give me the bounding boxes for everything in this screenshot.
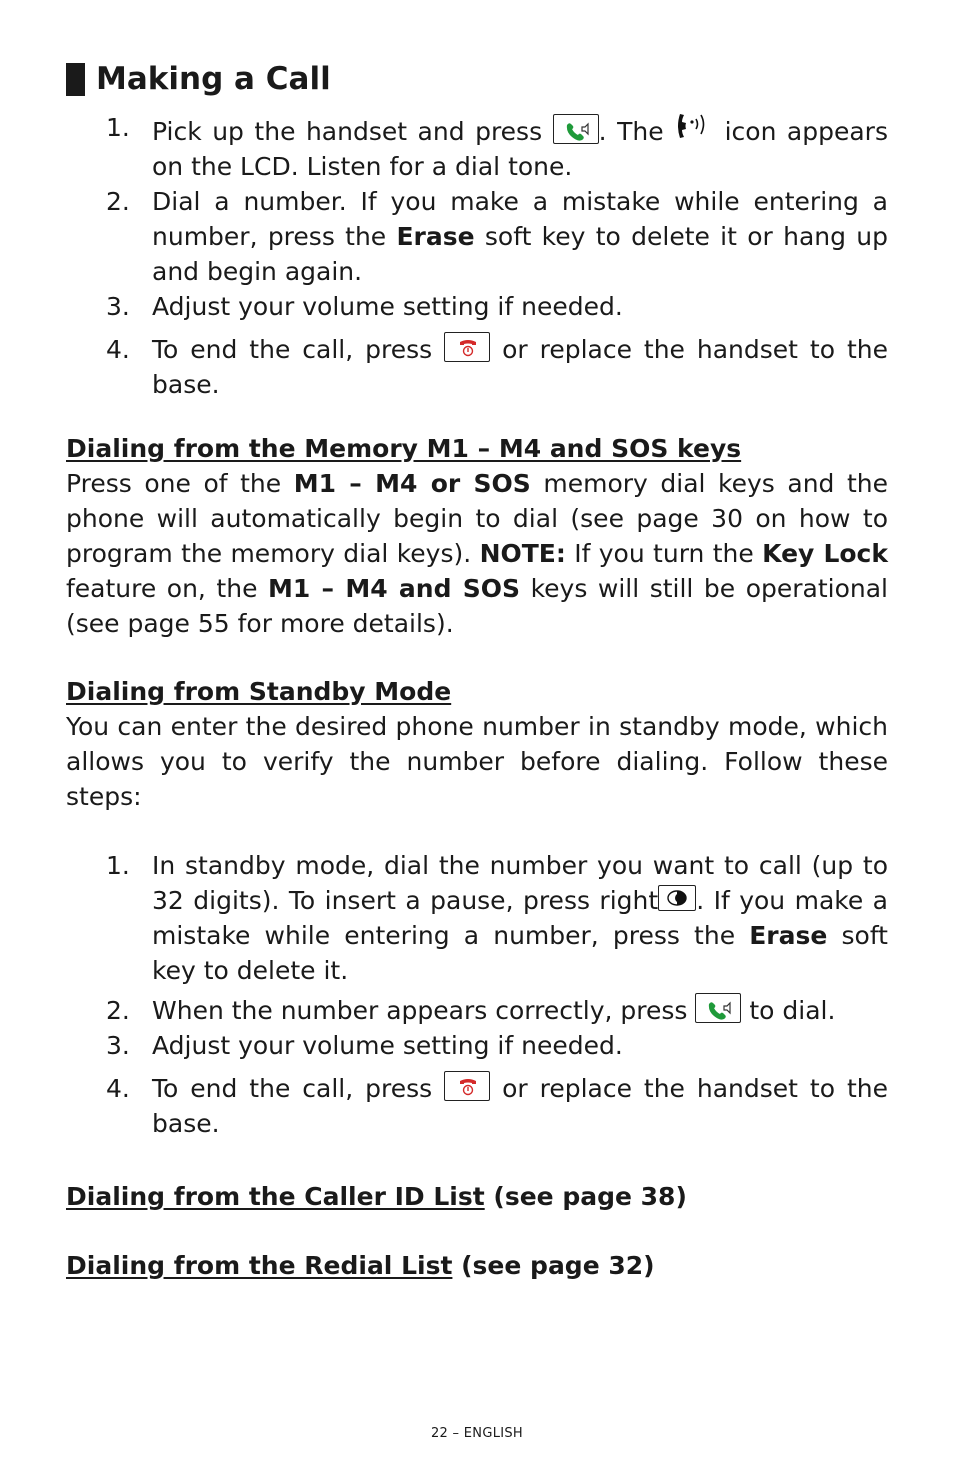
talk-key-icon (695, 993, 741, 1023)
standby-section (66, 674, 888, 814)
section-title (66, 58, 331, 100)
end-key-icon (444, 332, 490, 362)
memory-heading: Dialing from the Memory M1 – M4 and SOS keys (66, 434, 742, 463)
list-item: 2. When the number appears correctly, press to dial. (106, 993, 888, 1028)
page-footer: 22 – ENGLISH (430, 1426, 524, 1441)
nav-right-key-icon (658, 885, 696, 911)
list-item: 1. Pick up the handset and press . The icon appears on the LCD. Listen for a dial tone. (106, 110, 888, 184)
making-call-steps (106, 110, 888, 402)
title-marker-block (66, 63, 85, 96)
end-key-icon (444, 1071, 490, 1101)
list-item: 3. Adjust your volume setting if needed. (106, 292, 623, 321)
standby-intro: You can enter the desired phone number in standby mode, which allows you to verify the number before dialing. Follow these steps: (66, 712, 888, 811)
redial-heading: Dialing from the Redial List (66, 1251, 453, 1280)
list-item: 4. To end the call, press or replace the handset to the base. (106, 1071, 888, 1141)
list-item: 4. To end the call, press or replace the handset to the base. (106, 332, 888, 402)
standby-steps (106, 848, 888, 1141)
callerid-heading: Dialing from the Caller ID List (66, 1182, 485, 1211)
phone-off-hook-icon (674, 110, 714, 144)
list-item: 1. In standby mode, dial the number you want to call (up to 32 digits). To insert a pause, press right . If you make a mistake while entering a number, press the Erase soft key to delete it. (106, 851, 888, 985)
callerid-section (66, 1179, 888, 1214)
list-item: 3. Adjust your volume setting if needed. (106, 1031, 623, 1060)
list-item: 2. Dial a number. If you make a mistake while entering a number, press the Erase soft key to delete it or hang up and begin again. (106, 187, 888, 286)
memory-section (66, 431, 888, 641)
redial-section (66, 1248, 888, 1283)
redial-note: (see page 32) (452, 1251, 655, 1280)
callerid-note: (see page 38) (484, 1182, 687, 1211)
talk-key-icon (553, 114, 599, 144)
memory-paragraph: Press one of the M1 – M4 or SOS memory dial keys and the phone will automatically begin to dial (see page 30 on how to program the memory dial keys). NOTE: If you turn the Key Lock feature on, the M1 – M4 and SOS keys will still be operational (see page 55 for more details). (66, 469, 888, 638)
title-text: Making a Call (96, 61, 331, 97)
standby-heading: Dialing from Standby Mode (66, 677, 452, 706)
